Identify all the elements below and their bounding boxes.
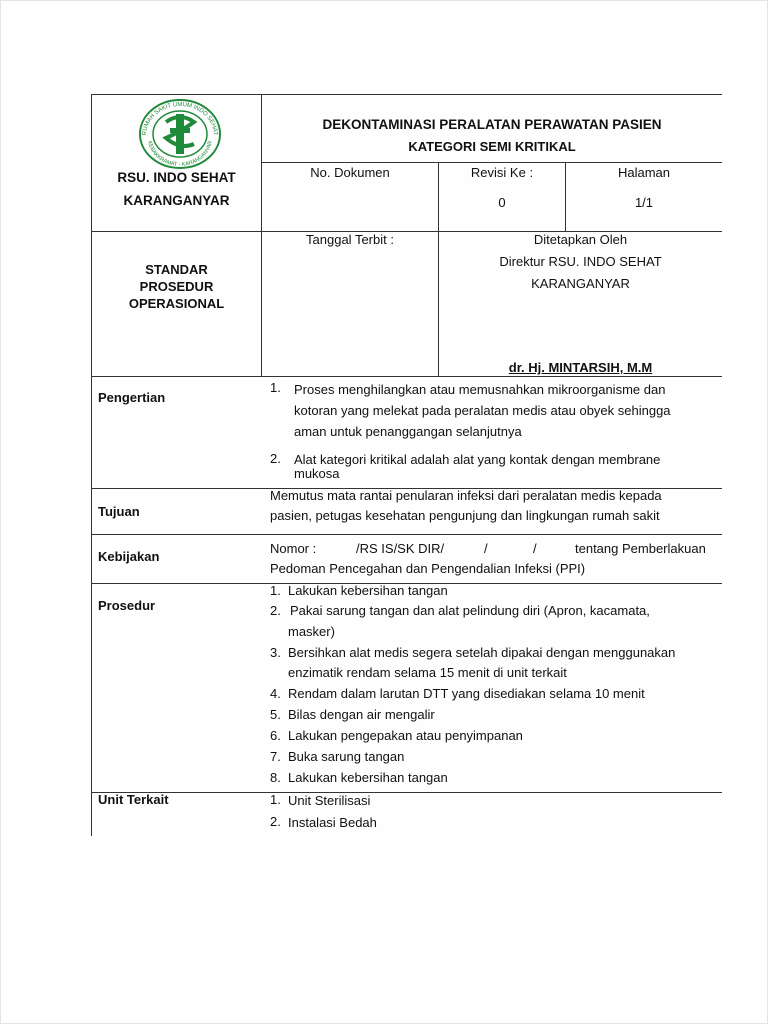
list-number: 6.	[270, 728, 281, 743]
list-number: 1.	[270, 583, 281, 598]
list-number: 8.	[270, 770, 281, 785]
tujuan-line2: pasien, petugas kesehatan pengunjung dan lingkungan rumah sakit	[270, 508, 660, 523]
list-number: 2.	[270, 451, 281, 466]
halaman-label: Halaman	[617, 165, 671, 180]
title-bottom-line	[261, 162, 722, 163]
list-number: 2.	[270, 603, 281, 618]
pengertian-item-1-line2: kotoran yang melekat pada peralatan medis atau obyek sehingga	[294, 403, 671, 418]
prosedur-step-5: Bilas dengan air mengalir	[288, 707, 435, 722]
tujuan-line1: Memutus mata rantai penularan infeksi dari peralatan medis kepada	[270, 488, 662, 503]
unit-terkait-item-2: Instalasi Bedah	[288, 815, 377, 830]
sop-line1: STANDAR	[145, 262, 208, 277]
header-bottom-line	[91, 376, 722, 377]
kebijakan-nomor-slash2: /	[533, 541, 537, 556]
prosedur-step-2-line2: masker)	[288, 624, 335, 639]
prosedur-step-7: Buka sarung tangan	[288, 749, 405, 764]
table-top-border	[91, 94, 722, 95]
tujuan-label: Tujuan	[98, 504, 140, 519]
prosedur-step-3-line2: enzimatik rendam selama 15 menit di unit terkait	[288, 665, 567, 680]
kebijakan-nomor-sk: /RS IS/SK DIR/	[356, 541, 445, 556]
ditetapkan-line2: Direktur RSU. INDO SEHAT	[499, 254, 662, 269]
prosedur-step-4: Rendam dalam larutan DTT yang disediakan selama 10 menit	[288, 686, 645, 701]
section-line-unit	[91, 792, 722, 793]
list-number: 5.	[270, 707, 281, 722]
revisi-label: Revisi Ke :	[470, 165, 534, 180]
tanggal-terbit-label: Tanggal Terbit :	[306, 232, 394, 247]
prosedur-label: Prosedur	[98, 598, 156, 613]
prosedur-step-8: Lakukan kebersihan tangan	[288, 770, 448, 785]
document-title-line1: DEKONTAMINASI PERALATAN PERAWATAN PASIEN	[322, 117, 662, 132]
kebijakan-line2: Pedoman Pencegahan dan Pengendalian Infeksi (PPI)	[270, 561, 586, 576]
hospital-name-line1: RSU. INDO SEHAT	[117, 170, 236, 185]
logo-ring-text-bottom: KEBAKKRAMAT - KARANGANYAR	[146, 140, 214, 169]
sop-line2: PROSEDUR	[139, 279, 214, 294]
prosedur-step-3-line1: Bersihkan alat medis segera setelah dipakai dengan menggunakan	[288, 645, 676, 660]
signer-name: dr. Hj. MINTARSIH, M.M	[508, 360, 653, 375]
prosedur-step-1: Lakukan kebersihan tangan	[288, 583, 448, 598]
list-number: 2.	[270, 814, 281, 829]
revisi-value: 0	[498, 195, 506, 210]
list-number: 3.	[270, 645, 281, 660]
document-title-line2: KATEGORI SEMI KRITIKAL	[408, 139, 576, 154]
pengertian-item-1-line3: aman untuk penanggangan selanjutnya	[294, 424, 522, 439]
doc-no-label: No. Dokumen	[310, 165, 390, 180]
prosedur-step-6: Lakukan pengepakan atau penyimpanan	[288, 728, 523, 743]
pengertian-item-2-line1: Alat kategori kritikal adalah alat yang kontak dengan membrane	[294, 452, 661, 467]
halaman-value: 1/1	[634, 195, 654, 210]
pengertian-item-1-line1: Proses menghilangkan atau memusnahkan mikroorganisme dan	[294, 382, 666, 397]
list-number: 1.	[270, 380, 281, 395]
unit-terkait-item-1: Unit Sterilisasi	[288, 793, 371, 808]
list-number: 1.	[270, 792, 281, 807]
kebijakan-nomor-slash1: /	[484, 541, 488, 556]
ditetapkan-line3: KARANGANYAR	[531, 276, 630, 291]
kebijakan-nomor-label: Nomor :	[270, 541, 317, 556]
unit-terkait-label: Unit Terkait	[98, 792, 169, 807]
prosedur-step-2-line1: Pakai sarung tangan dan alat pelindung diri (Apron, kacamata,	[290, 603, 650, 618]
kebijakan-tentang: tentang Pemberlakuan	[575, 541, 706, 556]
pengertian-item-2-line2: mukosa	[294, 466, 340, 481]
hospital-name-line2: KARANGANYAR	[123, 193, 230, 208]
sop-line3: OPERASIONAL	[128, 296, 225, 311]
section-line-kebijakan	[91, 534, 722, 535]
hospital-logo-icon	[136, 98, 224, 170]
kebijakan-label: Kebijakan	[98, 549, 160, 564]
list-number: 7.	[270, 749, 281, 764]
logo-ring-text-top: RUMAH SAKIT UMUM INDO SEHAT	[141, 101, 219, 136]
ditetapkan-line1: Ditetapkan Oleh	[533, 232, 628, 247]
list-number: 4.	[270, 686, 281, 701]
pengertian-label: Pengertian	[98, 390, 166, 405]
